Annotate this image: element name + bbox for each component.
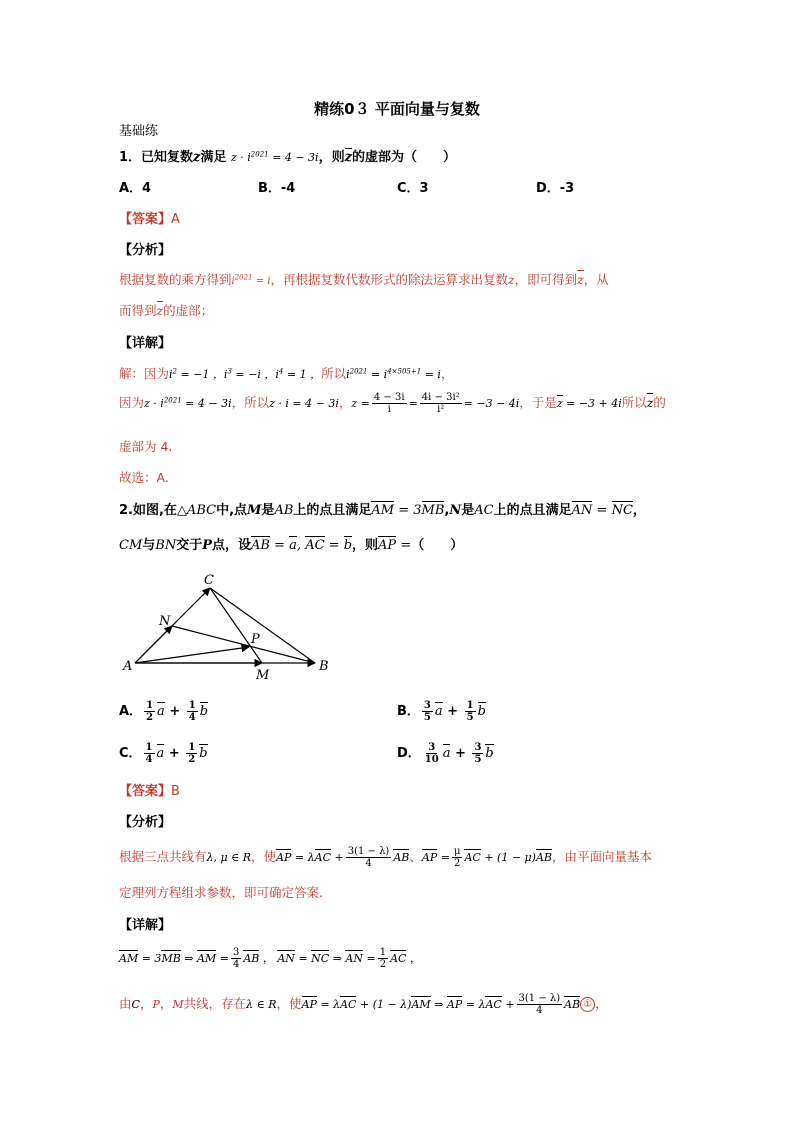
q1-detail-line3: 虚部为 4.	[119, 439, 173, 454]
q2-analysis-line1: 根据三点共线有λ, μ ∈ R，使AP = λAC + $\frac{3(1 - \lambda)}{4}$ AB、AP = $\frac{\mu}{2}$ AC + (1 − μ)AB，由平面向量基本	[119, 846, 653, 869]
q1-option-d: D．-3	[536, 181, 575, 196]
q2-detail-line2: 由C，P，M共线，存在λ ∈ R，使AP = λAC + (1 − λ)AM ⇒ AP = λAC + $\frac{3(1 - \lambda)}{4}$ AB ① ，	[119, 993, 608, 1016]
q1-detail-label: 【详解】	[119, 336, 172, 351]
label-p: P	[251, 632, 260, 647]
q1-answer: 【答案】A	[119, 212, 180, 227]
page-title: 精练0３ 平面向量与复数	[314, 100, 480, 118]
q2-analysis-line2: 定理列方程组求参数，即可确定答案.	[119, 885, 323, 900]
segment-nb	[172, 626, 315, 663]
q1-choose: 故选：A.	[119, 470, 169, 485]
q2-option-d: D． $\frac{3}{10}$ a + $\frac{3}{5}$ b	[397, 742, 494, 765]
q1-option-b: B．-4	[258, 181, 296, 196]
q1-analysis-line2: 而得到z的虚部；	[119, 303, 214, 318]
label-m: M	[256, 668, 270, 683]
question-2-line1: 2.如图,在△ABC中,点M是AB上的点且满足AM = 3MB,N是AC上的点且满足AN = NC，	[119, 503, 646, 518]
q2-option-b: B． $\frac{3}{5}$ a + $\frac{1}{5}$ b	[397, 700, 486, 723]
q2-option-a: A． $\frac{1}{2}$ a + $\frac{1}{4}$ b	[119, 700, 209, 723]
q2-option-c: C． $\frac{1}{4}$ a + $\frac{1}{2}$ b	[119, 742, 208, 765]
q1-detail-line1: 解：因为$i^2 = -1$ ，$i^3 = -i$ ，$i^4 = 1$ ，所以$i^{2021} = i^{4\times 505+1} = i$，	[119, 366, 454, 381]
q1-option-a: A．4	[119, 181, 152, 196]
q2-answer: 【答案】B	[119, 784, 180, 799]
label-c: C	[204, 573, 214, 588]
label-b: B	[319, 659, 329, 674]
label-n: N	[159, 614, 171, 629]
q2-detail-label: 【详解】	[119, 918, 172, 933]
circled-one: ①	[580, 997, 595, 1012]
q1-analysis-label: 【分析】	[119, 243, 172, 258]
question-2-line2: CM与BN交于P点，设AB = a, AC = b，则AP =（ ）	[119, 538, 464, 553]
vector-ap	[135, 647, 249, 663]
question-1: 1．已知复数z满足 $z \cdot i^{2021} = 4 - 3i$，则z的虚部为（ ）	[119, 150, 456, 165]
triangle-figure	[115, 570, 345, 685]
label-a: A	[123, 659, 133, 674]
q1-option-c: C．3	[397, 181, 429, 196]
segment-cb	[210, 588, 315, 663]
q1-analysis-line1: 根据复数的乘方得到$i^{2021} = i$，再根据复数代数形式的除法运算求出复数z，即可得到z，从	[119, 272, 609, 287]
section-label: 基础练	[119, 124, 159, 139]
q2-detail-line1: AM = 3MB ⇒ AM = $\frac{3}{4}$ AB ， AN = NC ⇒ AN = $\frac{1}{2}$ AC ，	[119, 947, 421, 970]
vector-an	[135, 626, 172, 663]
q1-detail-line2: 因为$z \cdot i^{2021} = 4 - 3i$，所以z · i = 4 − 3i，z = $\frac{4 - 3i}{i}$ = $\frac{\text{4i − 3i²}}{\text{i²}}$ = −3 − 4i，于是z = −3 + 4i所以z的	[119, 392, 666, 415]
q2-analysis-label: 【分析】	[119, 815, 172, 830]
